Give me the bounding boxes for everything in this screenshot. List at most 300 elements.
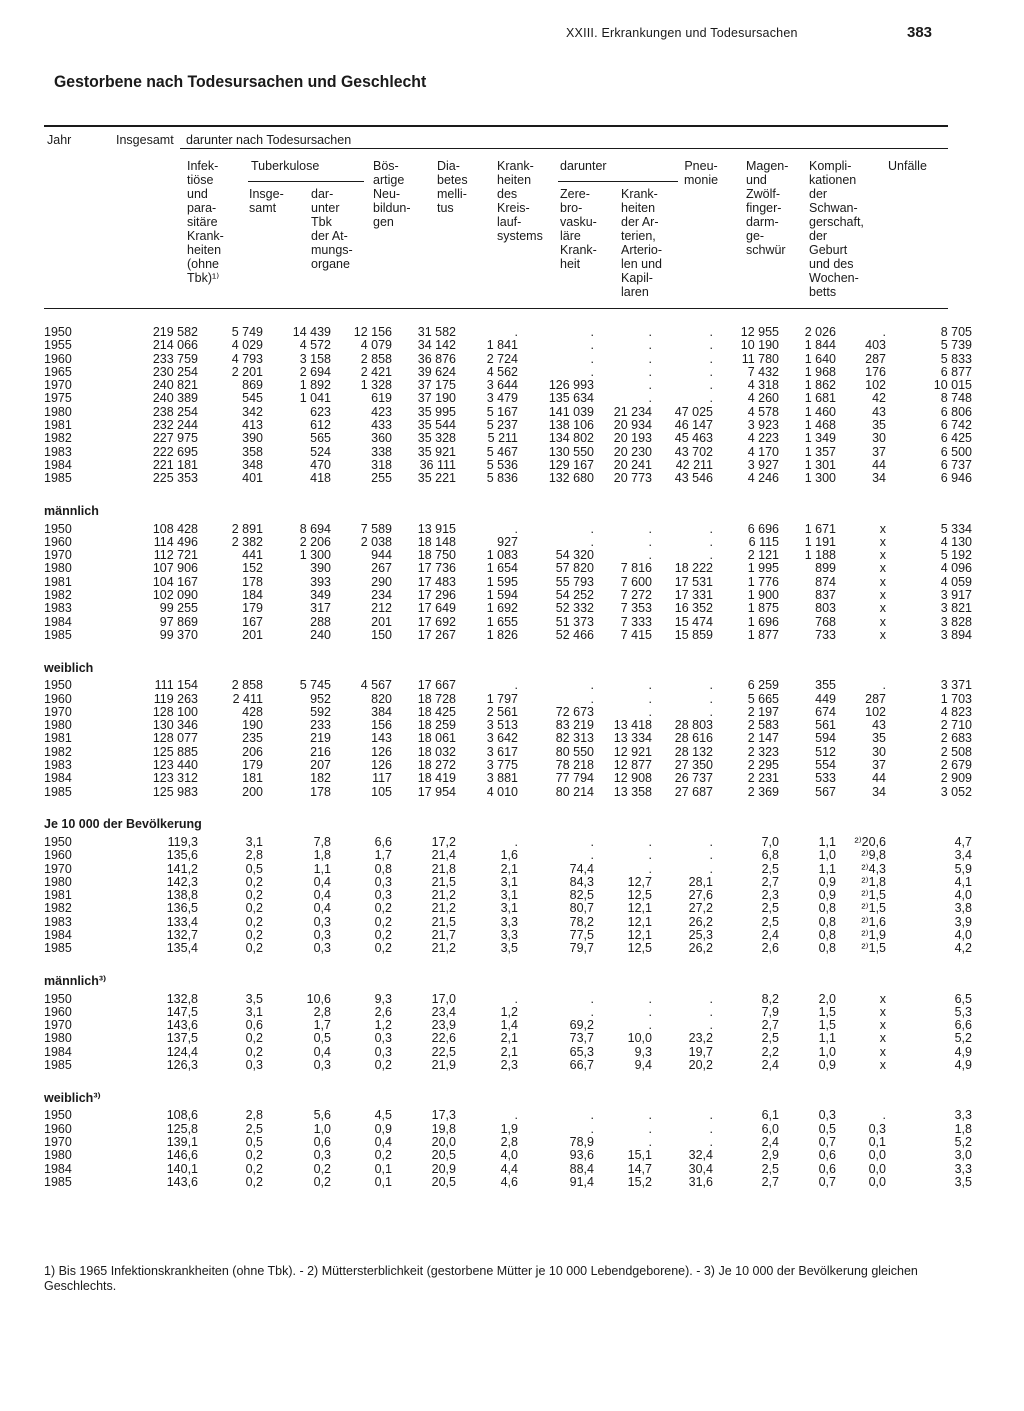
value-cell: 944 (371, 548, 392, 563)
value-cell: 22,5 (431, 1044, 456, 1059)
value-cell: 4,1 (954, 874, 972, 889)
value-cell: 17,0 (431, 991, 456, 1006)
spacer-cell (40, 1072, 972, 1087)
table-row (40, 602, 972, 615)
table-row (40, 902, 972, 915)
value-cell: . (590, 834, 594, 849)
header-top-rule (180, 148, 948, 149)
value-cell: 4 130 (940, 534, 972, 549)
value-cell: . (648, 678, 652, 693)
header-zerebro: Zere- bro- vasku- läre Krank- heit (560, 187, 597, 271)
table-row (40, 392, 972, 405)
value-cell: . (590, 1121, 594, 1136)
value-cell: . (590, 521, 594, 536)
value-cell: 2,1 (500, 1044, 518, 1059)
value-cell: 0,8 (818, 927, 836, 942)
value-cell: 10,0 (627, 1031, 652, 1046)
value-cell: 54 252 (555, 588, 594, 603)
value-cell: 384 (371, 704, 392, 719)
value-cell: 0,9 (374, 1121, 392, 1136)
value-cell: 3,3 (500, 927, 518, 942)
value-cell: 4 029 (231, 338, 263, 353)
value-cell: 20 230 (613, 444, 652, 459)
value-cell: 5 833 (940, 351, 972, 366)
value-cell: 0,9 (818, 874, 836, 889)
value-cell: 1 692 (486, 601, 518, 616)
value-cell: 3,1 (245, 1004, 263, 1019)
value-cell: 4 246 (747, 471, 779, 486)
value-cell: 0,4 (374, 1134, 392, 1149)
table-row (40, 629, 972, 642)
value-cell: 4,9 (954, 1058, 972, 1073)
value-cell: 5 665 (747, 691, 779, 706)
value-cell: 13 358 (613, 784, 652, 799)
value-cell: 287 (865, 351, 886, 366)
value-cell: 390 (310, 561, 331, 576)
value-cell: 0,5 (245, 1134, 263, 1149)
value-cell: 176 (865, 364, 886, 379)
value-cell: 0,7 (818, 1134, 836, 1149)
value-cell: 7,8 (313, 834, 331, 849)
value-cell: . (648, 351, 652, 366)
value-cell: 136,5 (166, 901, 198, 916)
value-cell: 2,8 (245, 848, 263, 863)
value-cell: 30 (872, 431, 886, 446)
year-cell: 1981 (44, 574, 72, 589)
value-cell: 1,6 (500, 848, 518, 863)
value-cell: 5 536 (486, 457, 518, 472)
value-cell: 3 775 (486, 758, 518, 773)
value-cell: 4,5 (374, 1108, 392, 1123)
table-row (40, 1149, 972, 1162)
value-cell: 2,8 (245, 1108, 263, 1123)
value-cell: 567 (815, 784, 836, 799)
value-cell: 4,0 (954, 888, 972, 903)
value-cell: 3,3 (954, 1161, 972, 1176)
value-cell: 1 877 (747, 627, 779, 642)
value-cell: 0,2 (245, 941, 263, 956)
year-cell: 1965 (44, 364, 72, 379)
value-cell: 1,5 (818, 1004, 836, 1019)
value-cell: . (590, 991, 594, 1006)
page-title: Gestorbene nach Todesursachen und Geschlecht (54, 72, 427, 91)
value-cell: . (709, 1134, 713, 1149)
value-cell: 2 679 (940, 758, 972, 773)
year-cell: 1960 (44, 534, 72, 549)
value-cell: 3,5 (500, 941, 518, 956)
value-cell: 1 826 (486, 627, 518, 642)
value-cell: 19,8 (431, 1121, 456, 1136)
value-cell: 3,3 (500, 914, 518, 929)
value-cell: 2,9 (761, 1148, 779, 1163)
value-cell: 2,5 (245, 1121, 263, 1136)
value-cell: 8,2 (761, 991, 779, 1006)
header-insgesamt: Insgesamt (116, 133, 174, 147)
value-cell: 6 946 (940, 471, 972, 486)
darunter-rule (558, 181, 678, 182)
value-cell: 17 954 (417, 784, 456, 799)
value-cell: 13 418 (613, 718, 652, 733)
value-cell: 31,6 (688, 1174, 713, 1189)
value-cell: 3 371 (940, 678, 972, 693)
value-cell: . (648, 338, 652, 353)
value-cell: 130 550 (548, 444, 594, 459)
value-cell: 2 323 (747, 744, 779, 759)
value-cell: 2 231 (747, 771, 779, 786)
value-cell: 554 (815, 758, 836, 773)
value-cell: 1,9 (500, 1121, 518, 1136)
value-cell: 119 263 (153, 691, 198, 706)
value-cell: 21,4 (431, 848, 456, 863)
value-cell: 1 841 (486, 338, 518, 353)
value-cell: x (879, 561, 886, 576)
value-cell: 37 (872, 444, 886, 459)
year-cell: 1950 (44, 991, 72, 1006)
value-cell: 21,8 (431, 861, 456, 876)
year-cell: 1983 (44, 914, 72, 929)
value-cell: 12,1 (627, 927, 652, 942)
year-cell: 1980 (44, 1148, 72, 1163)
data-table (40, 326, 972, 1189)
value-cell: 128 077 (152, 731, 198, 746)
value-cell: 5 467 (486, 444, 518, 459)
year-cell: 1982 (44, 431, 72, 446)
value-cell: 27,6 (688, 888, 713, 903)
value-cell: 7,0 (761, 834, 779, 849)
year-cell: 1981 (44, 418, 72, 433)
value-cell: 623 (310, 404, 331, 419)
value-cell: 2 891 (231, 521, 263, 536)
value-cell: 57 820 (555, 561, 594, 576)
value-cell: 0,4 (313, 1044, 331, 1059)
value-cell: 130 346 (152, 718, 198, 733)
value-cell: 17 531 (674, 574, 713, 589)
value-cell: 18 032 (417, 744, 456, 759)
value-cell: 143,6 (166, 1018, 198, 1033)
value-cell: 31 582 (417, 325, 456, 339)
value-cell: 0,8 (818, 941, 836, 956)
year-cell: 1984 (44, 1161, 72, 1176)
value-cell: 143,6 (166, 1174, 198, 1189)
value-cell: 2,7 (761, 1174, 779, 1189)
table-row (40, 1136, 972, 1149)
header-kreislauf: Krank- heiten des Kreis- lauf- systems (497, 159, 543, 243)
value-cell: 182 (310, 771, 331, 786)
value-cell: 594 (815, 731, 836, 746)
value-cell: 23,2 (688, 1031, 713, 1046)
value-cell: 1 797 (486, 691, 518, 706)
value-cell: 37 190 (417, 391, 456, 406)
value-cell: 3 927 (747, 457, 779, 472)
table-row (40, 1019, 972, 1032)
value-cell: 5,2 (954, 1031, 972, 1046)
value-cell: . (648, 325, 652, 339)
value-cell: 36 876 (417, 351, 456, 366)
table-row (40, 916, 972, 929)
value-cell: 2 295 (747, 758, 779, 773)
value-cell: . (709, 1004, 713, 1019)
value-cell: 2 411 (232, 691, 263, 706)
value-cell: 27,2 (688, 901, 713, 916)
value-cell: 0,4 (313, 901, 331, 916)
value-cell: 17 267 (417, 627, 456, 642)
value-cell: 16 352 (674, 601, 713, 616)
value-cell: 232 244 (152, 418, 198, 433)
table-row (40, 876, 972, 889)
value-cell: 12 877 (613, 758, 652, 773)
value-cell: 3,9 (954, 914, 972, 929)
value-cell: 1 892 (299, 378, 331, 393)
value-cell: . (590, 325, 594, 339)
value-cell: 5 739 (940, 338, 972, 353)
value-cell: x (879, 534, 886, 549)
value-cell: 1 041 (299, 391, 331, 406)
year-cell: 1970 (44, 1134, 72, 1149)
value-cell: 30 (872, 744, 886, 759)
value-cell: 4 578 (747, 404, 779, 419)
top-rule (44, 125, 948, 127)
value-cell: 5,3 (954, 1004, 972, 1019)
value-cell: 2 197 (747, 704, 779, 719)
value-cell: 18 750 (417, 548, 456, 563)
value-cell: 134 802 (548, 431, 594, 446)
value-cell: 34 (872, 784, 886, 799)
value-cell: 82 313 (555, 731, 594, 746)
value-cell: . (709, 834, 713, 849)
value-cell: 4,6 (500, 1174, 518, 1189)
spacer-cell (40, 799, 972, 814)
value-cell: 141,2 (166, 861, 198, 876)
value-cell: 2,4 (761, 1058, 779, 1073)
spacer-cell (40, 642, 972, 657)
value-cell: 4 562 (486, 364, 518, 379)
value-cell: 433 (371, 418, 392, 433)
value-cell: 5,2 (954, 1134, 972, 1149)
value-cell: 240 389 (152, 391, 198, 406)
table-row (40, 1123, 972, 1136)
value-cell: 190 (242, 718, 263, 733)
year-cell: 1970 (44, 861, 72, 876)
value-cell: 156 (371, 718, 392, 733)
value-cell: 0,3 (374, 888, 392, 903)
value-cell: . (709, 1108, 713, 1123)
value-cell: 14 439 (292, 325, 331, 339)
value-cell: . (648, 1108, 652, 1123)
value-cell: 17,2 (431, 834, 456, 849)
value-cell: 1,4 (500, 1018, 518, 1033)
value-cell: 3,0 (954, 1148, 972, 1163)
value-cell: 1 357 (804, 444, 836, 459)
value-cell: . (709, 678, 713, 693)
value-cell: . (648, 1134, 652, 1149)
value-cell: 43 (872, 718, 886, 733)
year-cell: 1983 (44, 758, 72, 773)
year-cell: 1970 (44, 1018, 72, 1033)
value-cell: 348 (242, 457, 263, 472)
value-cell: 2 858 (360, 351, 392, 366)
table-row (40, 732, 972, 745)
value-cell: 0,3 (374, 1031, 392, 1046)
running-head: XXIII. Erkrankungen und Todesursachen (566, 26, 798, 40)
header-tuberkulose: Tuberkulose (251, 159, 320, 173)
value-cell: 35 (872, 731, 886, 746)
value-cell: 30,4 (688, 1161, 713, 1176)
value-cell: 44 (872, 457, 886, 472)
value-cell: 17 296 (417, 588, 456, 603)
value-cell: 21,2 (431, 901, 456, 916)
value-cell: 99 255 (159, 601, 198, 616)
value-cell: . (648, 1004, 652, 1019)
value-cell: 0,0 (868, 1161, 886, 1176)
value-cell: 26 737 (674, 771, 713, 786)
value-cell: 45 463 (674, 431, 713, 446)
year-cell: 1950 (44, 325, 72, 339)
value-cell: 3 052 (940, 784, 972, 799)
value-cell: 1 468 (804, 418, 836, 433)
year-cell: 1980 (44, 718, 72, 733)
value-cell: 6,0 (761, 1121, 779, 1136)
value-cell: 0,2 (245, 1161, 263, 1176)
table-row (40, 942, 972, 955)
value-cell: 317 (310, 601, 331, 616)
value-cell: 18 259 (417, 718, 456, 733)
value-cell: 0,1 (374, 1174, 392, 1189)
year-cell: 1984 (44, 457, 72, 472)
value-cell: 403 (865, 338, 886, 353)
value-cell: 3,3 (954, 1108, 972, 1123)
value-cell: 10 190 (740, 338, 779, 353)
value-cell: ²⁾1,5 (861, 888, 886, 903)
value-cell: 42 211 (675, 457, 713, 472)
value-cell: 32,4 (688, 1148, 713, 1163)
value-cell: 230 254 (152, 364, 198, 379)
value-cell: ²⁾1,6 (861, 914, 886, 929)
value-cell: 23,4 (431, 1004, 456, 1019)
value-cell: 545 (242, 391, 263, 406)
value-cell: 7 432 (747, 364, 779, 379)
value-cell: . (514, 834, 518, 849)
value-cell: 82,5 (569, 888, 594, 903)
value-cell: 74,4 (569, 861, 594, 876)
value-cell: 46 147 (674, 418, 713, 433)
value-cell: . (882, 325, 886, 339)
value-cell: 140,1 (166, 1161, 198, 1176)
value-cell: 255 (371, 471, 392, 486)
value-cell: x (879, 521, 886, 536)
value-cell: 612 (310, 418, 331, 433)
value-cell: 0,8 (374, 861, 392, 876)
value-cell: 78,2 (569, 914, 594, 929)
value-cell: . (648, 548, 652, 563)
value-cell: 1 671 (804, 521, 836, 536)
value-cell: 3 642 (486, 731, 518, 746)
value-cell: 512 (815, 744, 836, 759)
year-cell: 1960 (44, 691, 72, 706)
value-cell: 2 508 (940, 744, 972, 759)
value-cell: 2,6 (761, 941, 779, 956)
value-cell: 42 (872, 391, 886, 406)
value-cell: . (514, 678, 518, 693)
value-cell: 288 (310, 614, 331, 629)
value-cell: . (590, 534, 594, 549)
value-cell: 3 158 (299, 351, 331, 366)
value-cell: x (879, 601, 886, 616)
value-cell: 1 595 (486, 574, 518, 589)
value-cell: 15 474 (674, 614, 713, 629)
value-cell: 18 419 (417, 771, 456, 786)
value-cell: 207 (310, 758, 331, 773)
value-cell: 152 (242, 561, 263, 576)
value-cell: 1 875 (747, 601, 779, 616)
value-cell: 11 780 (741, 351, 779, 366)
value-cell: 7 333 (620, 614, 652, 629)
value-cell: 18 222 (674, 561, 713, 576)
year-cell: 1985 (44, 1174, 72, 1189)
spacer-cell (40, 486, 972, 501)
table-row (40, 1032, 972, 1045)
value-cell: 360 (371, 431, 392, 446)
value-cell: 108,6 (166, 1108, 198, 1123)
value-cell: 132,7 (166, 927, 198, 942)
value-cell: 0,0 (868, 1174, 886, 1189)
value-cell: 423 (371, 404, 392, 419)
value-cell: 0,4 (313, 874, 331, 889)
value-cell: 3 513 (486, 718, 518, 733)
value-cell: 8 694 (299, 521, 331, 536)
value-cell: 37 175 (417, 378, 456, 393)
value-cell: . (709, 521, 713, 536)
value-cell: 4 260 (747, 391, 779, 406)
value-cell: 135,4 (166, 941, 198, 956)
value-cell: 4,4 (500, 1161, 518, 1176)
year-cell: 1980 (44, 874, 72, 889)
year-cell: 1982 (44, 744, 72, 759)
value-cell: 1,1 (818, 1031, 836, 1046)
value-cell: 803 (815, 601, 836, 616)
value-cell: 592 (310, 704, 331, 719)
value-cell: 36 111 (419, 457, 456, 472)
year-cell: 1960 (44, 848, 72, 863)
value-cell: 123 440 (152, 758, 198, 773)
value-cell: 200 (242, 784, 263, 799)
value-cell: 28 803 (674, 718, 713, 733)
value-cell: 0,3 (313, 1148, 331, 1163)
value-cell: 240 (310, 627, 331, 642)
value-cell: 565 (310, 431, 331, 446)
value-cell: ²⁾1,9 (861, 927, 886, 942)
table-row (40, 536, 972, 549)
section-heading-row (40, 1087, 972, 1109)
value-cell: 21,7 (431, 927, 456, 942)
value-cell: 0,2 (245, 874, 263, 889)
value-cell: 137,5 (166, 1031, 198, 1046)
value-cell: 80,7 (569, 901, 594, 916)
year-cell: 1950 (44, 521, 72, 536)
value-cell: 34 (872, 471, 886, 486)
value-cell: 1 862 (804, 378, 836, 393)
value-cell: 23,9 (431, 1018, 456, 1033)
table-row (40, 562, 972, 575)
value-cell: . (709, 534, 713, 549)
value-cell: 10 015 (933, 378, 972, 393)
value-cell: 84,3 (569, 874, 594, 889)
year-cell: 1984 (44, 927, 72, 942)
section-heading: männlich (44, 503, 99, 518)
table-row (40, 759, 972, 772)
value-cell: . (882, 1108, 886, 1123)
value-cell: 219 582 (152, 325, 198, 339)
value-cell: 1,1 (313, 861, 331, 876)
